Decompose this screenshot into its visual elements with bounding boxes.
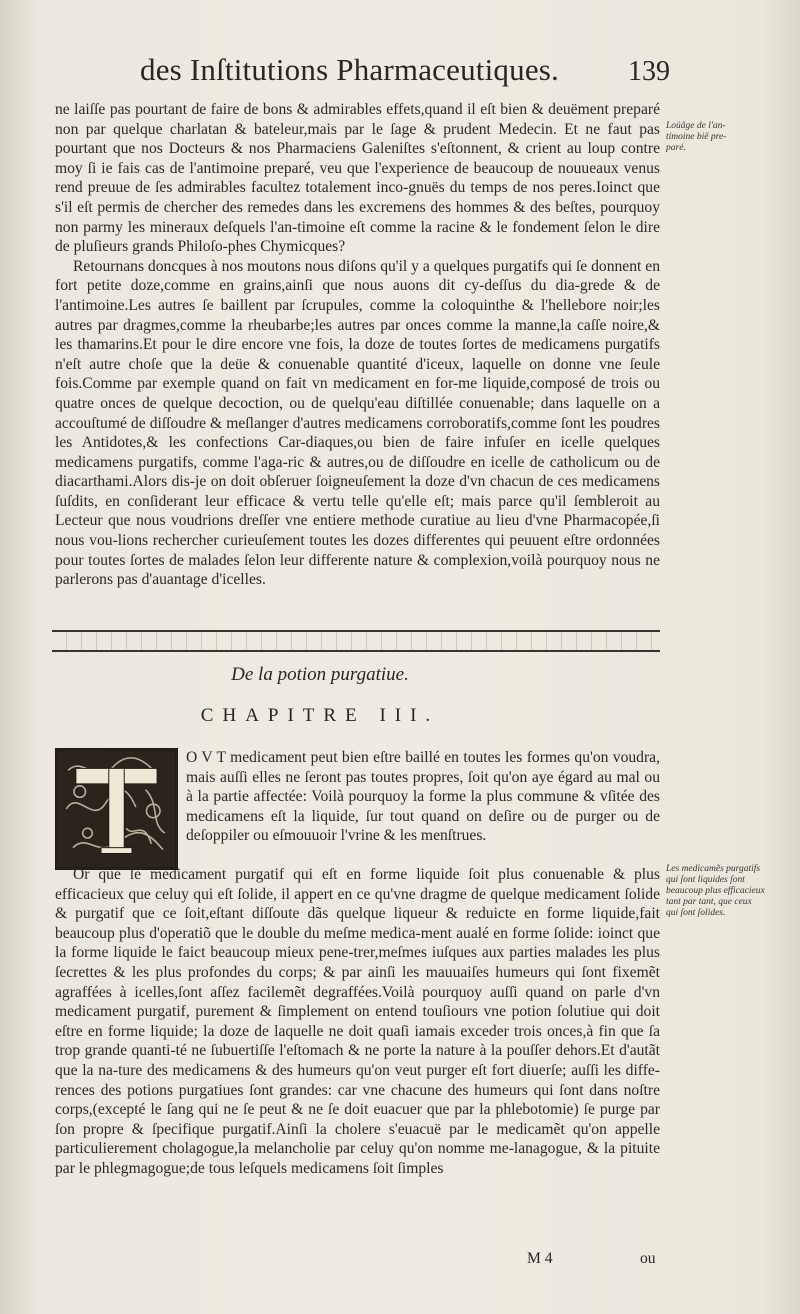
decorated-initial-t-icon	[58, 751, 175, 867]
margin-note-liquides: Les medicamẽs purgatifs qui ſont liquides ſont beaucoup plus efficacieux tant par tant, que ceux qui ſont ſolides.	[666, 864, 765, 918]
chapter-body-paragraph	[55, 865, 660, 1179]
chapter-title: CHAPITRE III.	[200, 705, 440, 726]
chapter-opening-paragraph: O V T medicament peut bien eſtre baillé en toutes les formes qu'on voudra, mais auſſi elles ne ſeront pas toutes propres, ſoit qu'on aye égard au mal ou à la partie affectée: Voilà pourquoy la forme la plus commune & vſitée des medicamens eſt la liquide, ſur tout quand on deſire ou de purger ou de deſoppiler ou eſmouuoir l'vrine & les menſtrues.	[186, 749, 660, 845]
catchword: ou	[640, 1250, 656, 1267]
paragraph-liquide: Or que le medicament purgatif qui eſt en forme liquide ſoit plus conuenable & plus efficacieux que celuy qui eſt ſolide, il appert en ce qu'vne dragme de quelque medicament ſolide & purgatif que ce ſoit,eſtant diſſoute dãs quelque liqueur & reduicte en forme liquide,fait beaucoup plus d'operatiõ que le double du meſme medica-ment aualé en forme ſolide: ioinct que la forme liquide le faict beaucoup mieux pene-trer,meſmes iuſques aux parties malades les plus ſecrettes & les plus profondes du corps; & par ainſi les mauuaiſes humeurs qui ſont fixemẽt agraffées à icelles,ſont aſſez facilemẽt degraffées.Voilà pourquoy auſſi quand on parle d'vn medicament purgatif, purement & ſimplement on entend touſiours vne potion ſolutiue qui doit eſtre en forme liquide; la doze de laquelle ne doit quaſi iamais exceder trois onces,à fin que ſa trop grande quanti-té ne ſubuertiſſe l'eſtomach & ne porte la nature à la pouſſer dehors.Et d'autãt que la na-ture des medicamens & des humeurs qu'on veut purger eſt fort diuerſe; auſſi les diffe-rences des potions purgatiues ſont grandes: car vne chacune des humeurs qui ſont dans noſtre corps,(excepté le ſang qui ne ſe peut & ne ſe doit euacuer que par la phlebotomie) ſe purge par ſon propre & ſpecifique purgatif.Ainſi la cholere s'euacuë par le medicamẽt qu'on appelle particulierement cholagogue,la melancholie par celuy qu'on nomme me-lanagogue, & la pituite par le phlegmagogue;de tous leſquels medicamens ſoit ſimples	[55, 866, 660, 1177]
page-number: 139	[628, 56, 670, 87]
signature-mark: M 4	[527, 1250, 553, 1267]
running-head: des Inſtitutions Pharmaceutiques.	[140, 52, 559, 87]
section-title: De la potion purgatiue.	[231, 664, 409, 685]
paragraph-antimoine: ne laiſſe pas pourtant de faire de bons & admirables effets,quand il eſt bien & deuëment preparé non par quelque charlatan & bateleur,mais par le ſage & prudent Medecin. Et ne faut pas pourtant que nos Docteurs & nos Pharmaciens Galeniſtes s'eſtonnent, & crient au loup contre moy ſi ie fais cas de l'antimoine preparé, veu que l'experience de beaucoup de nouueaux venus rend preuue de ſes admirables facultez totalement inco-gnuës du temps de nos peres.Ioinct que s'il eſt permis de chercher des remedes dans les excremens des hommes & des beſtes, pourquoy non parmy les mineraux deſquels l'an-timoine eſt comme la racine & le fondement ſelon le dire de pluſieurs grands Philoſo-phes Chymicques?	[55, 101, 660, 256]
margin-note-antimoine: Loüãge de l'an-timoine biẽ pre-paré.	[666, 121, 727, 153]
decorated-initial-t	[55, 748, 178, 870]
top-text-block	[55, 100, 660, 590]
paragraph-doses: Retournans doncques à nos moutons nous diſons qu'il y a quelques purgatifs qui ſe donnent en fort petite doze,comme en grains,ainſi que nous auons dit cy-deſſus du dia-grede & de l'antimoine.Les autres ſe baillent par ſcrupules, comme la coloquinthe & l'hellebore noir;les autres par dragmes,comme la rheubarbe;les autres par onces comme la manne,la caſſe noire,& les thamarins.Et pour le dire encore vne fois, la doze de toutes ſortes de medicamens purgatifs n'eſt autre choſe que la deüe & conuenable quantité d'iceux, laquelle on donne vne ſeule fois.Comme par exemple quand on fait vn medicament en for-me liquide,composé de trois ou quatre onces de quelque decoction, ou de quelqu'eau diſtillée conuenable; dans laquelle on a accouſtumé de diſſoudre & meſlanger d'autres medicamens corroboratifs,comme ſont les poudres les Antidotes,& les confections Car-diaques,ou bien de faire infuſer en icelle quelques medicamens purgatifs, comme l'aga-ric & autres,ou de diſſoudre en icelle de catholicum ou de diacarthami.Alors dis-je on doit obſeruer ſoigneuſement la doze d'vn chacun de ces medicamens ſuſdits, en conſiderant leur efficace & vertu telle qu'elle eſt; mais parce qu'il ſembleroit au Lecteur que nous voudrions dreſſer vne entiere methode curatiue au lieu d'vne Pharmacopée,ſi nous vou-lions rechercher curieuſement toutes les dozes differentes qui peuuent eſtre ordonnées pour toutes ſortes de malades ſelon leur differente nature & complexion,voilà pourquoy nous ne parlerons pas d'auantage d'icelles.	[55, 257, 660, 589]
ornamental-rule	[52, 630, 660, 652]
